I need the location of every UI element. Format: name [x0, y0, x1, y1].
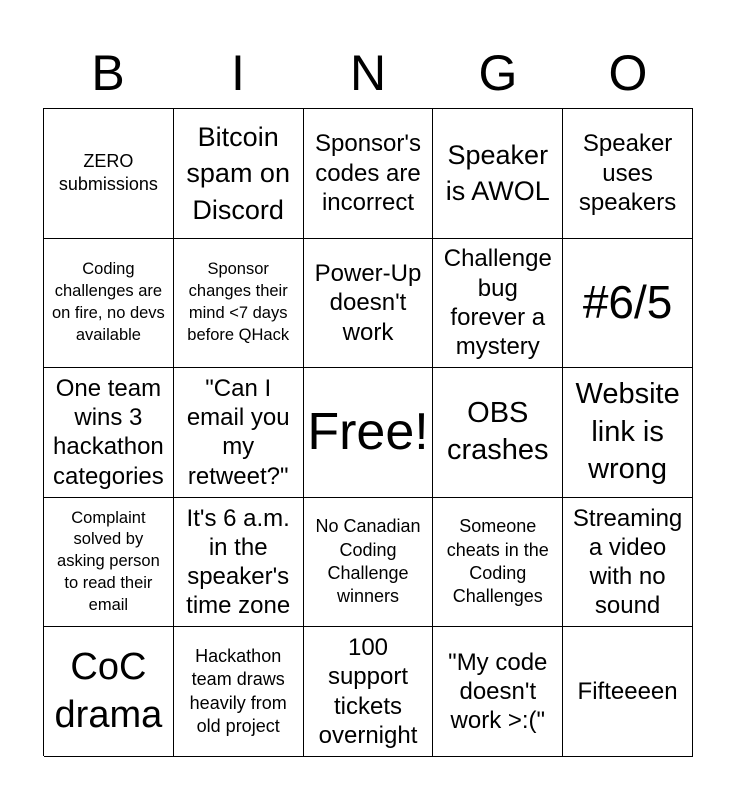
- bingo-cell-r3c5[interactable]: [563, 368, 693, 498]
- bingo-cell-r1c3[interactable]: [304, 109, 434, 239]
- bingo-cell-r4c4[interactable]: [433, 498, 563, 628]
- header-letter-o: O: [608, 45, 648, 101]
- bingo-cell-r3c4[interactable]: [433, 368, 563, 498]
- bingo-cell-r5c3[interactable]: [304, 627, 434, 757]
- bingo-cell-r4c5[interactable]: [563, 498, 693, 628]
- bingo-cell-r2c5[interactable]: [563, 239, 693, 369]
- board-row-4: [44, 498, 693, 628]
- board-row-3: [44, 368, 693, 498]
- cell-text: Hackathon team draws heavily from old project: [189, 645, 287, 737]
- cell-text: ZERO submissions: [58, 150, 158, 195]
- cell-text: Speaker uses speakers: [578, 130, 677, 216]
- bingo-cell-r5c5[interactable]: [563, 627, 693, 757]
- cell-text: It's 6 a.m. in the speaker's time zone: [186, 504, 291, 620]
- cell-text: Complaint solved by asking person to read their email: [57, 508, 160, 614]
- bingo-cell-r2c4[interactable]: [433, 239, 563, 369]
- cell-text: OBS crashes: [447, 396, 549, 467]
- header-letter-g: G: [478, 45, 518, 101]
- cell-text: "My code doesn't work >:(": [448, 648, 548, 735]
- header-letter-n: N: [349, 45, 387, 101]
- board-row-5: [44, 627, 693, 757]
- cell-text: Challenge bug forever a mystery: [443, 245, 552, 361]
- bingo-cell-r2c3[interactable]: [304, 239, 434, 369]
- cell-text: Someone cheats in the Coding Challenges: [446, 516, 549, 607]
- cell-text: CoC drama: [54, 646, 163, 736]
- board-row-2: [44, 239, 693, 369]
- cell-text: Website link is wrong: [575, 377, 680, 486]
- bingo-cell-r4c1[interactable]: [44, 498, 174, 628]
- header-letter-i: I: [231, 45, 245, 101]
- cell-text: "Can I email you my retweet?": [186, 374, 290, 490]
- bingo-cell-r5c4[interactable]: [433, 627, 563, 757]
- bingo-header: [43, 42, 693, 104]
- bingo-cell-r1c2[interactable]: [174, 109, 304, 239]
- header-letter-b: B: [91, 45, 125, 101]
- cell-text: 100 support tickets overnight: [318, 634, 418, 749]
- cell-text: Power-Up doesn't work: [314, 259, 422, 346]
- bingo-cell-r3c1[interactable]: [44, 368, 174, 498]
- cell-text: Sponsor changes their mind <7 days before QHack: [187, 260, 290, 344]
- cell-text: Sponsor's codes are incorrect: [315, 130, 421, 216]
- cell-text: Free!: [307, 403, 429, 462]
- bingo-cell-r5c1[interactable]: [44, 627, 174, 757]
- bingo-cell-free-space[interactable]: [304, 368, 434, 498]
- bingo-cell-r1c1[interactable]: [44, 109, 174, 239]
- cell-text: Coding challenges are on fire, no devs available: [51, 260, 165, 344]
- bingo-cell-r1c4[interactable]: [433, 109, 563, 239]
- cell-text: One team wins 3 hackathon categories: [53, 374, 164, 490]
- cell-text: Fifteeeen: [577, 678, 678, 706]
- bingo-cell-r4c3[interactable]: [304, 498, 434, 628]
- cell-text: No Canadian Coding Challenge winners: [315, 516, 421, 607]
- cell-text: Speaker is AWOL: [445, 139, 550, 207]
- bingo-board: [43, 108, 693, 756]
- cell-text: Streaming a video with no sound: [572, 504, 683, 620]
- bingo-cell-r4c2[interactable]: [174, 498, 304, 628]
- bingo-cell-r3c2[interactable]: [174, 368, 304, 498]
- bingo-cell-r2c2[interactable]: [174, 239, 304, 369]
- cell-text: #6/5: [582, 276, 673, 329]
- cell-text: Bitcoin spam on Discord: [186, 121, 290, 225]
- bingo-cell-r2c1[interactable]: [44, 239, 174, 369]
- bingo-cell-r1c5[interactable]: [563, 109, 693, 239]
- board-row-1: [44, 109, 693, 239]
- bingo-cell-r5c2[interactable]: [174, 627, 304, 757]
